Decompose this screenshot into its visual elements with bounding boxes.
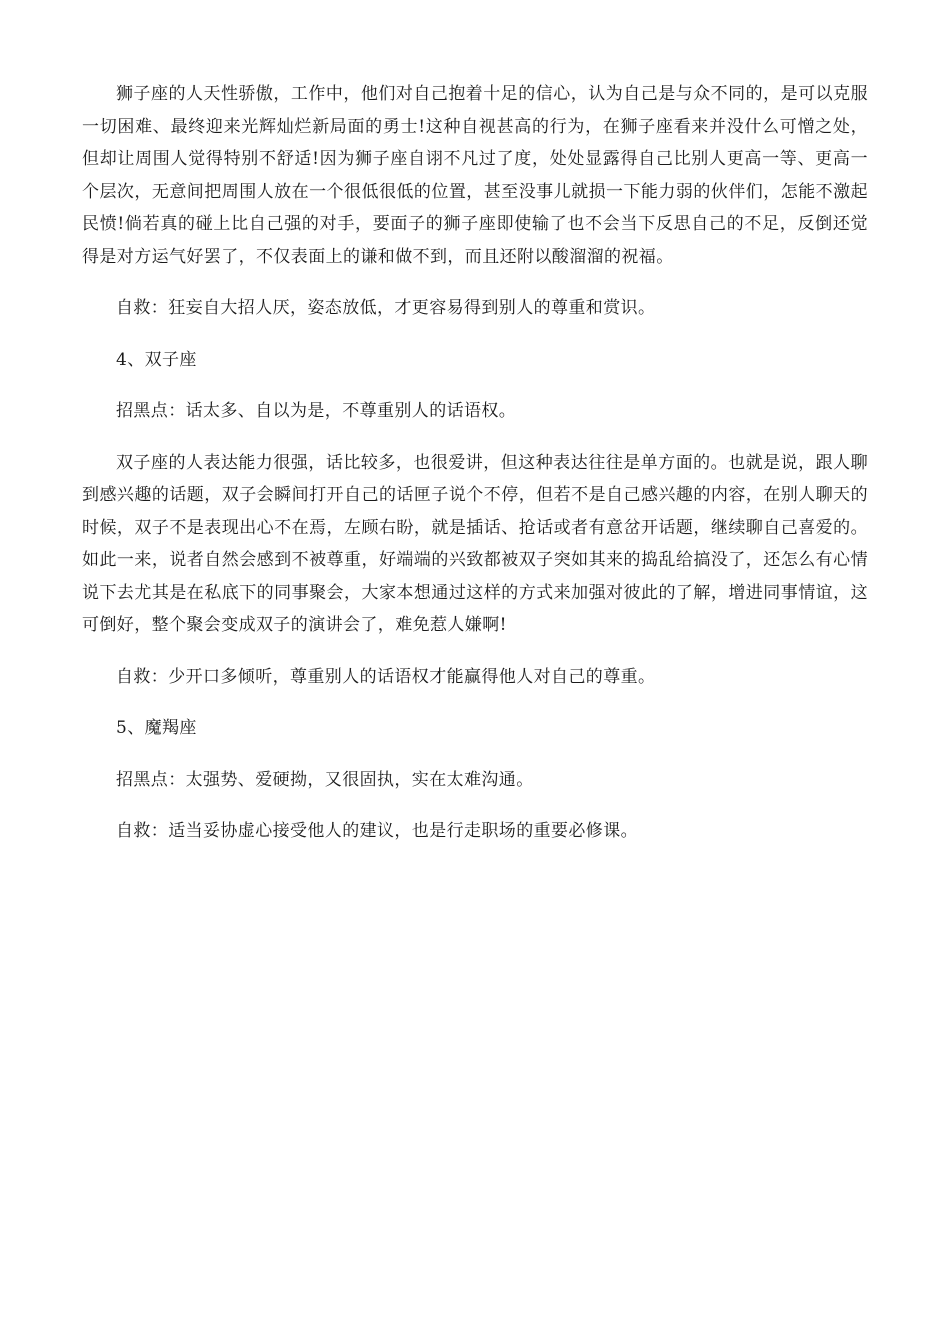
capricorn-heading: 5、魔羯座: [116, 718, 197, 738]
leo-remedy-paragraph: 自救：狂妄自大招人厌，姿态放低，才更容易得到别人的尊重和赏识。: [116, 298, 656, 318]
capricorn-flaw-paragraph: 招黑点：太强势、爱硬拗，又很固执，实在太难沟通。: [116, 769, 534, 790]
gemini-heading: 4、双子座: [116, 349, 197, 370]
capricorn-remedy-paragraph: 自救：适当妥协虚心接受他人的建议，也是行走职场的重要必修课。: [116, 821, 638, 841]
gemini-remedy-paragraph: 自救：少开口多倾听，尊重别人的话语权才能赢得他人对自己的尊重。: [116, 666, 656, 687]
document-page: [82, 78, 868, 848]
gemini-flaw-paragraph: 招黑点：话太多、自以为是，不尊重别人的话语权。: [116, 401, 517, 421]
leo-description-paragraph: 狮子座的人天性骄傲，工作中，他们对自己抱着十足的信心，认为自己是与众不同的，是可以克服一切困难、最终迎来光辉灿烂新局面的勇士!这种自视甚高的行为，在狮子座看来并没什么可憎之处，但却让周围人觉得特别不舒适!因为狮子座自诩不凡过了度，处处显露得自己比别人更高一等、更高一个层次，无意间把周围人放在一个很低很低的位置，甚至没事儿就损一下能力弱的伙伴们，怎能不激起民愤!倘若真的碰上比自己强的对手，要面子的狮子座即使输了也不会当下反思自己的不足，反倒还觉得是对方运气好罢了，不仅表面上的谦和做不到，而且还附以酸溜溜的祝福。: [82, 84, 868, 267]
gemini-description-paragraph: 双子座的人表达能力很强，话比较多，也很爱讲，但这种表达往往是单方面的。也就是说，跟人聊到感兴趣的话题，双子会瞬间打开自己的话匣子说个不停，但若不是自己感兴趣的内容，在别人聊天的时候，双子不是表现出心不在焉，左顾右盼，就是插话、抢话或者有意岔开话题，继续聊自己喜爱的。如此一来，说者自然会感到不被尊重，好端端的兴致都被双子突如其来的捣乱给搞没了，还怎么有心情说下去尤其是在私底下的同事聚会，大家本想通过这样的方式来加强对彼此的了解，增进同事情谊，这可倒好，整个聚会变成双子的演讲会了，难免惹人嫌啊!: [82, 452, 868, 635]
